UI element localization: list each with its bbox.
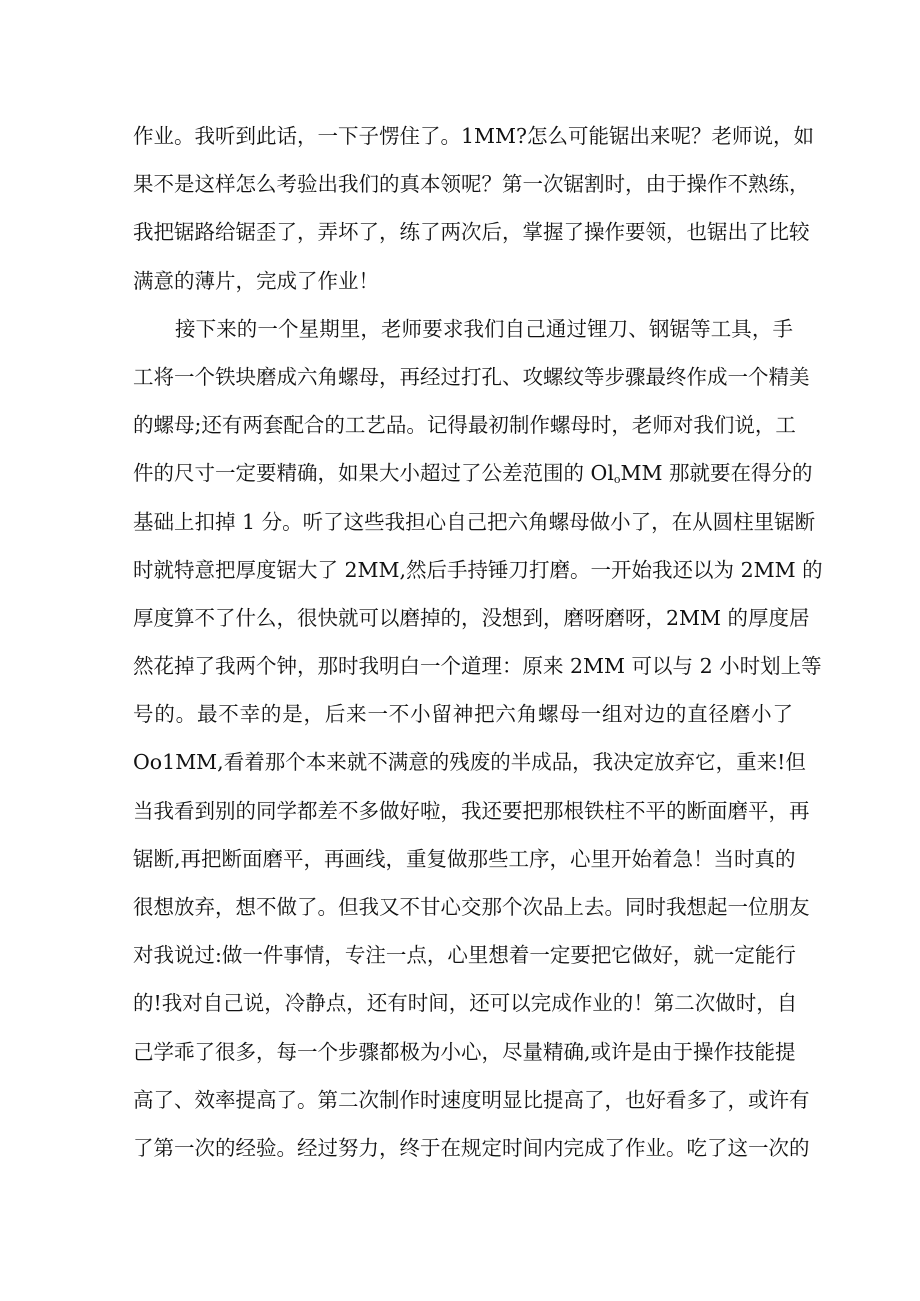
text-line: 时就特意把厚度锯大了 2MM,然后手持锤刀打磨。一开始我还以为 2MM 的 xyxy=(133,557,823,582)
text-line: 很想放弃，想不做了。但我又不甘心交那个次品上去。同时我想起一位朋友 xyxy=(133,895,810,919)
text-line: Oo1MM,看着那个本来就不满意的残废的半成品，我决定放弃它，重来!但 xyxy=(133,750,806,775)
text-line: 果不是这样怎么考验出我们的真本领呢？第一次锯割时，由于操作不熟练， xyxy=(133,172,810,197)
subscript: o xyxy=(613,473,621,487)
text-line: 高了、效率提高了。第二次制作时速度明显比提高了，也好看多了，或许有 xyxy=(133,1087,810,1112)
text-line: 作业。我听到此话，一下子愣住了。1MM?怎么可能锯出来呢？老师说，如 xyxy=(133,124,815,148)
text-line: 基础上扣掉 1 分。听了这些我担心自己把六角螺母做小了，在从圆柱里锯断 xyxy=(133,509,816,534)
text-line: 厚度算不了什么，很快就可以磨掉的，没想到，磨呀磨呀，2MM 的厚度居 xyxy=(133,605,810,630)
paragraph-1 xyxy=(133,112,815,305)
text-line: 工将一个铁块磨成六角螺母，再经过打孔、攻螺纹等步骤最终作成一个精美 xyxy=(133,364,810,389)
document-page xyxy=(133,112,823,1172)
text-segment: 件的尺寸一定要精确，如果大小超过了公差范围的 Ol xyxy=(133,461,614,486)
text-segment: MM 那就要在得分的 xyxy=(620,461,813,486)
text-line: 我把锯路给锯歪了，弄坏了，练了两次后，掌握了操作要领，也锯出了比较 xyxy=(133,220,810,245)
text-line: 对我说过:做一件事情，专注一点，心里想着一定要把它做好，就一定能行 xyxy=(133,943,796,968)
text-line: 接下来的一个星期里，老师要求我们自己通过锂刀、钢锯等工具，手 xyxy=(175,316,793,341)
paragraph-2 xyxy=(133,305,823,1172)
text-line: 的螺母;还有两套配合的工艺品。记得最初制作螺母时，老师对我们说，工 xyxy=(133,413,796,438)
text-line: 当我看到别的同学都差不多做好啦，我还要把那根铁柱不平的断面磨平，再 xyxy=(133,798,810,823)
text-line-with-subscript xyxy=(133,449,813,497)
text-line: 了第一次的经验。经过努力，终于在规定时间内完成了作业。吃了这一次的 xyxy=(133,1135,810,1160)
text-line: 号的。最不幸的是，后来一不小留神把六角螺母一组对边的直径磨小了 xyxy=(133,702,793,727)
text-line: 然花掉了我两个钟，那时我明白一个道理：原来 2MM 可以与 2 小时划上等 xyxy=(133,654,822,679)
text-line: 满意的薄片，完成了作业！ xyxy=(133,268,379,293)
text-line: 己学乖了很多，每一个步骤都极为小心，尽量精确,或许是由于操作技能提 xyxy=(133,1039,796,1064)
text-line: 的!我对自己说，冷静点，还有时间，还可以完成作业的！第二次做时，自 xyxy=(133,991,798,1016)
text-line: 锯断,再把断面磨平，再画线，重复做那些工序，心里开始着急！当时真的 xyxy=(133,846,796,871)
